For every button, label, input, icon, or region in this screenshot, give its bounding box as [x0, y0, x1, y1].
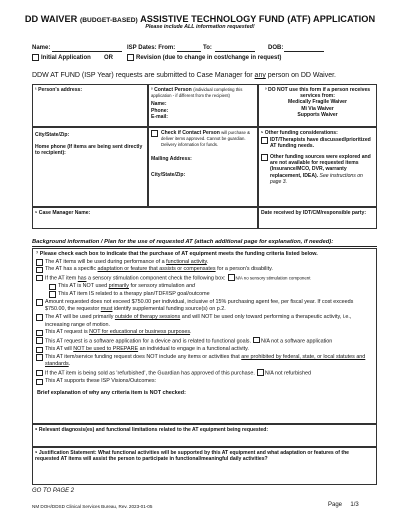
criteria-item-10	[36, 369, 373, 378]
form-subtitle: Please include ALL information requested!	[145, 24, 255, 30]
intro-underlined: any	[254, 72, 266, 79]
criteria-sub-1-after: for sensory stimulation	[129, 283, 186, 290]
check-contact-rest: will purchase & deliver items approved. Cannot be guardian. Delivery information for funds.	[161, 129, 250, 148]
criteria-intro: ⁷ Please check each box to indicate that the purchase of AT equipment meets the funding criteria listed below.	[36, 251, 318, 257]
footer-revision: NM DOH/DDSD Clinical Services Bureau, Rev. 2023-01-05	[32, 504, 153, 509]
city-state-zip-label: City/State/Zip:	[35, 131, 70, 138]
criteria-6-underline: NOT for educational or business purposes	[89, 329, 191, 336]
do-not-use-label: ³ DO NOT use this form if a person receives services from:	[264, 86, 371, 99]
criteria-3-after: a sensory stimulation component check the following box:	[86, 275, 226, 282]
delivery-city-label: City/State/Zip:	[151, 171, 186, 178]
delivery-cell[interactable]	[148, 127, 258, 207]
mailing-address-label: Mailing Address:	[151, 155, 192, 162]
intro-text	[32, 72, 336, 79]
isp-dates-label: ISP Dates: From:	[127, 45, 176, 51]
or-label: OR	[104, 55, 113, 61]
criteria-10-text: If the AT item is being sold as 'refurbished', the Guardian has approved of this purchase.	[45, 370, 255, 377]
criteria-9-text: This AT item/service funding request does NOT include any items or activities that	[45, 353, 242, 360]
supports-waiver: Supports Waiver	[297, 111, 338, 118]
criteria-item-2	[36, 266, 373, 274]
criteria-sub-checkbox-1[interactable]	[49, 284, 56, 291]
criteria-3-underline: has	[77, 275, 87, 282]
brief-explanation-text: Brief explanation of why any criteria item is NOT checked:	[37, 389, 186, 396]
criteria-4-text: Amount requested does not exceed $750.00 per individual, inclusive of 15% purchasing agent fee, per fiscal year. If cost exceeds $750.00, the requestor	[45, 298, 354, 313]
criteria-item-7	[36, 337, 373, 346]
intro-before: DDW AT FUND (ISP Year) requests are submitted to Case Manager for	[32, 72, 255, 79]
criteria-checkbox-4[interactable]	[36, 299, 43, 306]
criteria-checkbox-10[interactable]	[36, 370, 43, 377]
criteria-8-after: an individual to engage in a functional activity.	[138, 346, 249, 353]
justification-cell[interactable]	[32, 447, 377, 485]
criteria-8-text: This AT will	[45, 346, 74, 353]
brief-explanation-label	[36, 390, 373, 398]
criteria-sub-1-and: and	[185, 283, 195, 290]
criteria-sub-checkbox-2[interactable]	[49, 291, 56, 298]
case-manager-cell[interactable]	[32, 207, 258, 229]
dob-field[interactable]	[284, 51, 324, 52]
criteria-2-after: for a person's disability.	[215, 266, 273, 273]
page-label: Page	[328, 502, 343, 508]
criteria-checkbox-11[interactable]	[36, 379, 43, 386]
criteria-sub-1-text: This AT is NOT used	[58, 283, 109, 290]
mi-via-waiver: Mi Via Waiver	[301, 105, 334, 112]
dob-label: DOB:	[268, 45, 284, 51]
criteria-item-1	[36, 259, 373, 267]
contact-person-note: (individual completing this application - if different from the recipient)	[151, 86, 243, 98]
criteria-2-text: The AT has a specific	[45, 266, 98, 273]
criteria-item-5	[36, 314, 373, 329]
na-sensory-label: N/A no sensory stimulation component	[235, 275, 311, 281]
criteria-checkbox-9[interactable]	[36, 354, 43, 361]
do-not-use-cell	[258, 84, 377, 127]
criteria-3-text: If the AT item	[45, 275, 78, 282]
criteria-7-text: This AT request is a software application for a device and is related to functional goals.	[45, 338, 251, 345]
na-sensory-checkbox[interactable]	[228, 274, 235, 281]
na-refurbished-checkbox[interactable]	[257, 369, 264, 376]
criteria-4-underline: must	[100, 306, 113, 313]
criteria-1-underline: functional activity	[166, 258, 207, 265]
diagnosis-cell[interactable]	[32, 424, 377, 447]
date-received-label: Date received by IDT/CM/responsible party:	[261, 209, 367, 216]
criteria-sub-2	[36, 291, 373, 299]
isp-to-field[interactable]	[215, 51, 255, 52]
criteria-1-text: The AT items will be used during performance of a	[45, 258, 167, 265]
title-rest: ASSISTIVE TECHNOLOGY FUND (ATF) APPLICATION	[137, 14, 376, 24]
criteria-11-text: This AT supports these ISP Visions/Outcomes:	[45, 378, 157, 385]
criteria-checkbox-2[interactable]	[36, 267, 43, 274]
contact-person-cell[interactable]	[148, 84, 258, 127]
criteria-5-underline: outside of therapy sessions	[114, 313, 181, 320]
title-small: (BUDGET-BASED)	[79, 17, 138, 24]
to-label: To:	[203, 45, 212, 51]
criteria-5-text: The AT will be used primarily	[45, 313, 115, 320]
go-to-page-2: GO TO PAGE 2	[32, 488, 75, 494]
criteria-item-3	[36, 274, 373, 283]
page-num: 1/3	[350, 502, 359, 508]
check-contact-bold: Check if Contact Person	[161, 129, 220, 136]
contact-phone-label: Phone:	[151, 107, 169, 114]
criteria-item-8	[36, 346, 373, 354]
date-received-cell[interactable]	[258, 207, 377, 229]
other-funding-title: ⁵ Other funding considerations:	[261, 129, 338, 136]
other-sources-label: Other funding sources were explored and are not available for requested items (Insurance/MCO, DVR, warranty replacement, IDEA).	[270, 153, 371, 179]
criteria-5-after: and will NOT be used only toward performing a therapeutic activity, i.e., increasing range of motion.	[45, 313, 352, 328]
name-field[interactable]	[52, 51, 122, 52]
see-instructions-note: See instructions on page 3.	[270, 172, 363, 186]
city-home-cell[interactable]	[32, 127, 148, 207]
criteria-1-after: .	[206, 258, 209, 265]
home-phone-label: Home phone (If items are being sent directly to recipient):	[35, 143, 143, 157]
criteria-sub-2-text: This AT item IS related to a therapy plan/TDF/ISP goal/outcome	[58, 290, 210, 297]
diagnosis-label: ⁸ Relevant diagnosis(es) and functional limitations related to the AT equipment being requested:	[35, 426, 269, 433]
criteria-2-underline: adaptation or feature that assists or compensates	[97, 266, 216, 273]
criteria-item-4	[36, 299, 373, 314]
idt-discussed-label: IDT/Therapists have discussed/prioritized AT funding needs.	[270, 136, 371, 150]
person-address-label: ¹ Person's address:	[35, 86, 83, 93]
criteria-checkbox-8[interactable]	[36, 347, 43, 354]
na-software-checkbox[interactable]	[253, 337, 260, 344]
criteria-box	[32, 248, 377, 424]
criteria-6-after: .	[190, 329, 192, 336]
revision-checkbox[interactable]	[127, 54, 134, 61]
page-number	[328, 502, 359, 508]
idt-discussed-checkbox[interactable]	[261, 137, 268, 144]
initial-application-label: Initial Application	[41, 55, 91, 61]
contact-name-label: Name:	[151, 101, 167, 108]
other-sources-checkbox[interactable]	[261, 154, 268, 161]
intro-after: person on DD Waiver.	[265, 72, 337, 79]
title-main: DD WAIVER	[24, 14, 80, 24]
na-software-label: N/A not a software application	[260, 338, 333, 345]
other-funding-cell	[258, 127, 377, 207]
contact-email-label: E-mail:	[151, 113, 168, 120]
na-refurbished-label: N/A not refurbished	[264, 370, 311, 377]
criteria-8-underline: NOT be used to PREPARE	[73, 346, 139, 353]
revision-label: Revision (due to change in cost/change in request)	[136, 55, 282, 61]
medically-fragile-waiver: Medically Fragile Waiver	[288, 99, 347, 106]
criteria-checkbox-6[interactable]	[36, 330, 43, 337]
criteria-4-after: identify supplemental funding source(s) on p.2.	[112, 306, 226, 313]
criteria-item-9	[36, 354, 373, 369]
criteria-checkbox-3[interactable]	[36, 275, 43, 282]
contact-person-label: ² Contact Person	[151, 86, 192, 93]
background-section-title: Background information / Plan for the use of requested AT (attach additional page for explanation, if needed):	[32, 239, 377, 247]
criteria-9-after: .	[68, 361, 71, 368]
case-manager-label: ⁶ Case Manager Name:	[35, 209, 91, 216]
criteria-item-11	[36, 378, 373, 386]
criteria-checkbox-5[interactable]	[36, 314, 43, 321]
criteria-sub-1	[36, 283, 373, 291]
person-address-cell[interactable]	[32, 84, 148, 127]
form-title	[0, 14, 400, 24]
criteria-6-text: This AT request is	[45, 329, 90, 336]
contact-purchase-checkbox[interactable]	[151, 130, 158, 137]
criteria-item-6	[36, 329, 373, 337]
name-label: Name:	[32, 45, 51, 51]
criteria-sub-1-underline: primarily	[108, 283, 130, 290]
criteria-9-underline: are prohibited by federal, state, or local statutes and standards	[45, 353, 366, 368]
initial-application-checkbox[interactable]	[32, 54, 39, 61]
criteria-checkbox-1[interactable]	[36, 259, 43, 266]
criteria-checkbox-7[interactable]	[36, 337, 43, 344]
isp-from-field[interactable]	[177, 51, 201, 52]
justification-label: ⁹ Justification Statement: What functional activities will be supported by this AT equipment and what adaptation or features of the requested AT items will assist the person to participate in functional/meaningful daily activities?	[35, 449, 350, 462]
